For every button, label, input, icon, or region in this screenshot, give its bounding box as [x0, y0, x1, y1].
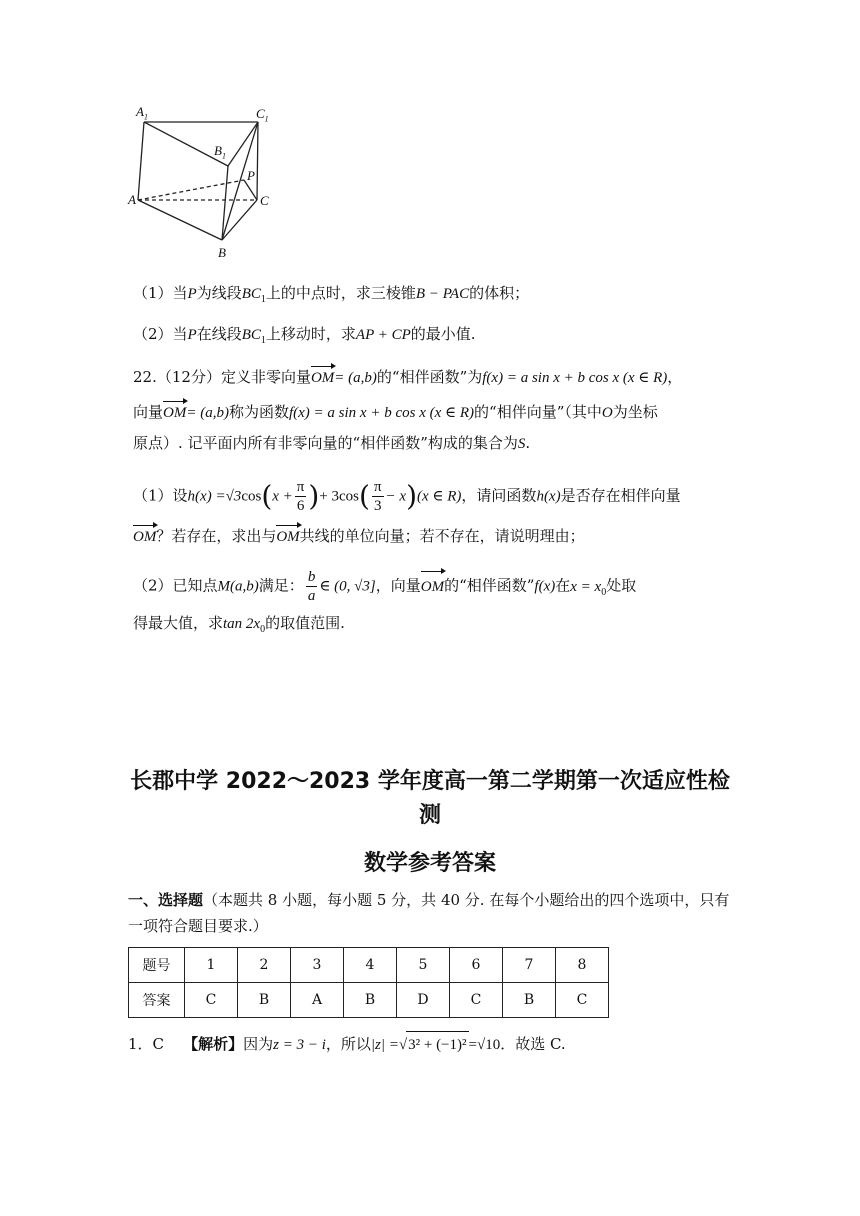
solution-1: 1．C 【解析】因为z = 3 − i，所以|z| =√3² + (−1)² =√10．故选 C.	[128, 1031, 566, 1058]
prism-figure	[128, 100, 278, 270]
edge-a1-a	[138, 122, 144, 200]
prism-diagram	[128, 100, 278, 270]
table-cell: D	[397, 983, 450, 1018]
label-c: C	[260, 193, 269, 208]
table-cell: 6	[450, 948, 503, 983]
table-cell: 1	[185, 948, 238, 983]
answer-title-line2: 测	[418, 803, 441, 828]
q22-line1: 22.（12分）定义非零向量OM= (a,b)的“相伴函数”为f(x) = a sin x + b cos x (x ∈ R)，	[133, 366, 682, 389]
table-row	[129, 983, 609, 1018]
section1-line2: 一项符合题目要求.）	[128, 917, 268, 935]
answer-table	[128, 947, 609, 1018]
label-c1: $C_1$	[256, 106, 269, 124]
answer-subtitle: 数学参考答案	[363, 851, 496, 876]
q21-part2: （2）当P在线段$BC_1$上移动时，求AP + CP的最小值.	[133, 325, 476, 346]
answer-title-line1: 长郡中学 2022～2023 学年度高一第二学期第一次适应性检	[130, 769, 730, 794]
label-b: B	[218, 245, 226, 260]
label-a1: $A_1$	[136, 104, 148, 122]
q22-part2-line2: 得最大值，求$\tan 2x_0$的取值范围.	[133, 614, 345, 635]
edge-c1-c	[257, 122, 258, 200]
table-header-label: 题号	[129, 948, 185, 983]
edge-a-p-hidden	[138, 180, 244, 200]
q22-part1-line2: OM？若存在，求出与OM共线的单位向量；若不存在，请说明理由；	[133, 525, 585, 548]
table-cell: C	[556, 983, 609, 1018]
q22-part1-line1: （1）设h(x) =√3cos(x + $\frac{\pi}{6}$ )+ 3cos( $\frac{\pi}{3}$ − x)(x ∈ R)，请问函数h(x)是否存在相伴向量	[133, 479, 681, 514]
table-cell: B	[503, 983, 556, 1018]
section1-line1: 一、选择题（本题共 8 小题，每小题 5 分，共 40 分. 在每个小题给出的四个选项中，只有	[128, 891, 730, 909]
section1-heading: 一、选择题	[128, 891, 204, 909]
table-cell: C	[185, 983, 238, 1018]
table-cell: C	[450, 983, 503, 1018]
edge-a-b	[138, 200, 222, 240]
table-cell: 3	[291, 948, 344, 983]
table-cell: A	[291, 983, 344, 1018]
table-cell: 4	[344, 948, 397, 983]
label-a: A	[128, 192, 136, 207]
table-cell: B	[238, 983, 291, 1018]
q22-line2: 向量OM= (a,b)称为函数f(x) = a sin x + b cos x (x ∈ R)的“相伴向量”（其中O为坐标	[133, 401, 658, 424]
table-cell: 5	[397, 948, 450, 983]
edge-b-c	[222, 200, 257, 240]
label-p: P	[247, 168, 255, 183]
table-cell: 8	[556, 948, 609, 983]
table-row	[129, 948, 609, 983]
table-answer-label: 答案	[129, 983, 185, 1018]
edge-b1-c1	[228, 122, 258, 166]
q22-part2-line1: （2）已知点M(a,b)满足： $\frac{b}{a}$ ∈ (0, √3]，向量OM的“相伴函数”f(x)在$x = x_0$处取	[133, 569, 637, 604]
label-b1: $B_1$	[214, 143, 226, 161]
q21-part1: （1）当P为线段$BC_1$上的中点时，求三棱锥B − PAC的体积；	[133, 284, 530, 305]
table-cell: 2	[238, 948, 291, 983]
table-cell: 7	[503, 948, 556, 983]
q22-line3: 原点）. 记平面内所有非零向量的“相伴函数”构成的集合为S.	[133, 434, 531, 452]
table-cell: B	[344, 983, 397, 1018]
